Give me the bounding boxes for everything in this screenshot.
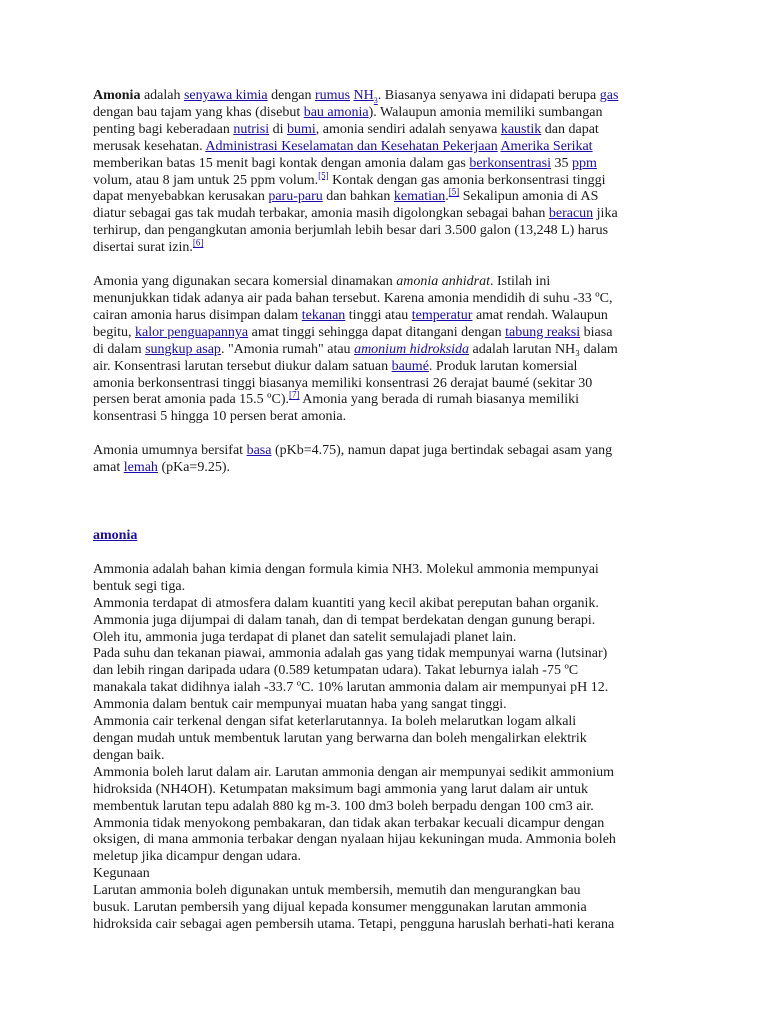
heading-link-amonia[interactable]: amonia — [93, 528, 138, 544]
text-run: dengan bau tajam yang khas (disebut — [93, 104, 304, 120]
text-run: dan lebih ringan daripada udara (0.589 ketumpatan udara). Takat leburnya ialah -75 ºC — [93, 663, 579, 679]
wiki-link[interactable]: ppm — [572, 155, 597, 171]
wiki-link[interactable]: bumi — [287, 121, 316, 137]
text-line — [93, 206, 678, 223]
term-bold: Amonia — [93, 88, 141, 103]
text-line — [93, 122, 678, 139]
text-run: terhirup, dan pengangkutan amonia berjumlah lebih besar dari 3.500 galon (13,248 L) harus — [93, 223, 609, 239]
text-run: dapat menyebabkan kerusakan — [93, 189, 269, 205]
text-run: tinggi atau — [345, 307, 412, 323]
text-run: (pKa=9.25). — [157, 460, 230, 476]
text-line — [93, 832, 678, 849]
text-line — [93, 186, 678, 206]
text-line — [93, 274, 678, 291]
text-line — [93, 697, 678, 714]
text-run: penting bagi keberadaan — [93, 121, 234, 137]
text-line — [93, 866, 678, 883]
text-line — [93, 680, 678, 697]
text-run: amat tinggi sehingga dapat ditangani dengan — [248, 324, 506, 340]
text-run: hidroksida (NH4OH). Ketumpatan maksimum bagi ammonia yang larut dalam air untuk — [93, 781, 588, 797]
text-run: dan bahkan — [322, 189, 394, 205]
citation-link[interactable]: [5] — [318, 169, 329, 180]
intro-paragraph — [93, 88, 678, 257]
text-run: Ammonia terdapat di atmosfera dalam kuantiti yang kecil akibat pereputan bahan organik. — [93, 595, 599, 611]
text-line — [93, 562, 678, 579]
text-run: Amonia umumnya bersifat — [93, 443, 247, 459]
text-line — [93, 849, 678, 866]
text-line — [93, 139, 678, 156]
wiki-link[interactable]: amonium hidroksida — [354, 341, 470, 357]
text-line — [93, 816, 678, 833]
citation-link[interactable]: [5] — [448, 186, 460, 197]
text-run: disertai surat izin. — [93, 240, 193, 256]
wiki-link[interactable]: beracun — [548, 206, 594, 222]
paragraph-gap — [93, 545, 678, 562]
text-run: menunjukkan tidak adanya air pada bahan tersebut. Karena amonia mendidih di suhu -33 ºC, — [93, 290, 613, 306]
text-line — [93, 765, 678, 782]
text-line — [93, 714, 678, 731]
text-run: oksigen, di mana ammonia terbakar dengan nyalaan hijau kekuningan muda. Ammonia boleh — [93, 832, 616, 848]
text-run: di dalam — [93, 341, 146, 357]
text-run: amat — [93, 460, 124, 476]
text-run: cairan amonia harus disimpan dalam — [93, 307, 302, 323]
text-line — [93, 663, 678, 680]
text-run: biasa — [580, 324, 613, 340]
text-run: amat rendah. Walaupun — [472, 307, 608, 323]
text-line — [93, 917, 678, 934]
wiki-link[interactable]: kaustik — [500, 121, 542, 137]
text-run: 35 — [551, 155, 572, 171]
text-run: Amonia yang digunakan secara komersial dinamakan — [93, 274, 397, 290]
wiki-link[interactable]: sungkup asap — [145, 341, 221, 357]
text-run: Ammonia boleh larut dalam air. Larutan ammonia dengan air mempunyai sedikit ammonium — [93, 764, 614, 780]
text-run: Ammonia dalam bentuk cair mempunyai muatan haba yang sangat tinggi. — [93, 697, 507, 713]
text-run: dengan mudah untuk membentuk larutan yang berwarna dan boleh mengalirkan elektrik — [93, 731, 587, 746]
text-line — [93, 748, 678, 765]
text-line — [93, 156, 678, 173]
text-line — [93, 325, 678, 342]
text-run: manakala takat didihnya ialah -33.7 ºC. 10% larutan ammonia dalam air mempunyai pH 12. — [93, 680, 609, 696]
wiki-link[interactable]: kalor penguapannya — [135, 324, 249, 340]
text-line — [93, 646, 678, 663]
wiki-link[interactable]: berkonsentrasi — [469, 155, 551, 171]
text-line — [93, 900, 678, 917]
text-run: Pada suhu dan tekanan piawai, ammonia adalah gas yang tidak mempunyai warna (lutsinar) — [93, 646, 608, 662]
text-run: adalah larutan NH₃ dalam — [469, 341, 618, 357]
text-line — [93, 579, 678, 596]
text-line — [93, 308, 678, 325]
wiki-link[interactable]: nutrisi — [233, 121, 270, 137]
text-run: . Produk larutan komersial — [428, 358, 578, 374]
wiki-link[interactable]: temperatur — [411, 307, 473, 323]
text-line — [93, 223, 678, 240]
text-line — [93, 799, 678, 816]
text-run: membentuk larutan tepu adalah 880 kg m-3. 100 dm3 boleh berpadu dengan 100 cm3 air. — [93, 798, 594, 814]
section-heading — [93, 528, 678, 545]
text-run: volum, atau 8 jam untuk 25 ppm volum. — [93, 172, 319, 188]
text-line — [93, 342, 678, 359]
text-run: . Istilah ini — [489, 274, 551, 290]
text-run: dan dapat — [541, 121, 599, 137]
wiki-link[interactable]: 3 — [373, 95, 378, 105]
wiki-link[interactable]: tabung reaksi — [505, 324, 581, 340]
text-run: amonia berkonsentrasi tinggi biasanya memiliki konsentrasi 26 derajat baumé (sekitar 30 — [93, 375, 593, 391]
wiki-link[interactable]: baumé — [391, 358, 429, 374]
base-acid-paragraph — [93, 443, 678, 477]
text-run: Ammonia cair terkenal dengan sifat keterlarutannya. Ia boleh melarutkan logam alkali — [93, 714, 577, 730]
text-line — [93, 409, 678, 426]
text-line — [93, 291, 678, 308]
text-run: jika — [593, 206, 618, 222]
text-run: . "Amonia rumah" atau — [220, 341, 355, 357]
text-line — [93, 359, 678, 376]
text-run: , amonia sendiri adalah senyawa — [315, 121, 501, 137]
text-run: amonia anhidrat — [396, 274, 490, 290]
text-line — [93, 596, 678, 613]
text-run: dengan baik. — [93, 747, 165, 763]
text-run: adalah — [140, 88, 184, 103]
text-run: bentuk segi tiga. — [93, 578, 186, 594]
wiki-link[interactable]: tekanan — [301, 307, 346, 323]
wiki-link[interactable]: NH — [353, 88, 374, 103]
paragraph-gap — [93, 257, 678, 274]
wiki-link[interactable]: Amerika Serikat — [500, 138, 593, 154]
wiki-link[interactable]: Administrasi Keselamatan dan Kesehatan Pekerjaan — [205, 138, 498, 154]
text-run: Oleh itu, ammonia juga terdapat di planet dan satelit semulajadi planet lain. — [93, 629, 517, 645]
paragraph-gap — [93, 426, 678, 443]
text-run: begitu, — [93, 324, 135, 340]
wiki-link[interactable]: basa — [246, 443, 272, 459]
text-run: meletup jika dicampur dengan udara. — [93, 849, 301, 865]
text-line — [93, 169, 678, 190]
text-run: Ammonia juga dijumpai di dalam tanah, dan di tempat berdekatan dengan gunung berapi. — [93, 612, 596, 628]
text-run: Ammonia tidak menyokong pembakaran, dan tidak akan terbakar kecuali dicampur dengan — [93, 815, 605, 831]
citation-link[interactable]: [6] — [192, 237, 204, 248]
text-line — [93, 630, 678, 647]
text-run: memberikan batas 15 menit bagi kontak dengan amonia dalam gas — [93, 155, 470, 171]
text-run: (pKb=4.75), namun dapat juga bertindak sebagai asam yang — [271, 443, 613, 459]
wiki-link[interactable]: gas — [599, 88, 619, 103]
ammonia-description-text — [93, 562, 678, 934]
text-run: Ammonia adalah bahan kimia dengan formula kimia NH3. Molekul ammonia mempunyai — [93, 561, 599, 577]
wiki-link[interactable]: bau amonia — [303, 104, 369, 120]
text-run: diatur sebagai gas tak mudah terbakar, amonia masih digolongkan sebagai bahan — [93, 206, 549, 222]
text-run: hidroksida cair sebagai agen pembersih utama. Tetapi, pengguna haruslah berhati-hati kerana — [93, 916, 615, 932]
wiki-link[interactable]: lemah — [123, 460, 158, 476]
wiki-link[interactable]: paru-paru — [268, 189, 323, 205]
text-run: persen berat amonia pada 15.5 ºC). — [93, 392, 289, 408]
text-line — [93, 613, 678, 630]
text-line — [93, 105, 678, 122]
text-run: dengan — [267, 88, 316, 103]
text-run: Kontak dengan gas amonia berkonsentrasi tinggi — [328, 172, 606, 188]
text-line — [93, 237, 678, 257]
text-run: Larutan ammonia boleh digunakan untuk membersih, memutih dan mengurangkan bau — [93, 883, 581, 899]
citation-link[interactable]: [7] — [289, 389, 300, 400]
text-line — [93, 782, 678, 799]
document-body — [93, 88, 678, 934]
text-line — [93, 376, 678, 393]
wiki-link[interactable]: senyawa kimia — [183, 88, 268, 103]
text-line — [93, 88, 678, 105]
wiki-link[interactable]: rumus — [315, 88, 351, 103]
text-run: . Biasanya senyawa ini didapati berupa — [377, 88, 600, 103]
text-run: konsentrasi 5 hingga 10 persen berat amonia. — [93, 409, 347, 425]
text-line — [93, 731, 678, 748]
section-gap — [93, 477, 678, 528]
text-run: Kegunaan — [93, 866, 150, 882]
text-run: air. Konsentrasi larutan tersebut diukur dalam satuan — [93, 358, 392, 374]
text-run: Sekalipun amonia di AS — [459, 189, 599, 205]
wiki-link[interactable]: kematian — [393, 189, 446, 205]
commercial-ammonia-paragraph — [93, 274, 678, 426]
text-run: busuk. Larutan pembersih yang dijual kepada konsumer menggunakan larutan ammonia — [93, 900, 587, 916]
text-run: di — [269, 121, 287, 137]
text-run: merusak kesehatan. — [93, 138, 206, 154]
text-line — [93, 389, 678, 409]
text-line — [93, 883, 678, 900]
text-line — [93, 460, 678, 477]
text-run: Amonia yang berada di rumah biasanya memiliki — [299, 392, 580, 408]
text-line — [93, 443, 678, 460]
text-run: ). Walaupun amonia memiliki sumbangan — [368, 104, 603, 120]
text-run: . — [445, 189, 449, 205]
